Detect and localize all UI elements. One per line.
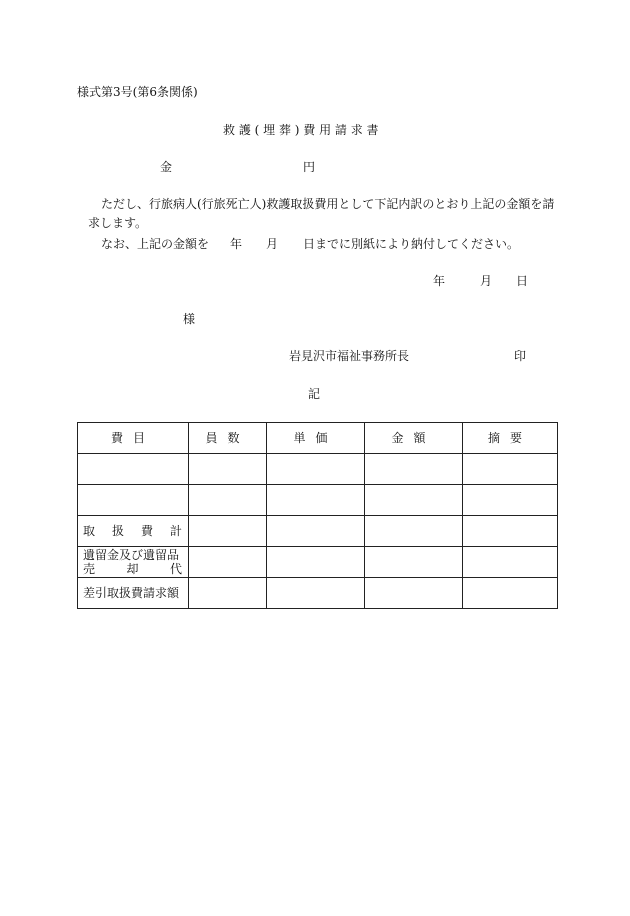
label-sale-proceeds-line1: 遺留金及び遺留品 (83, 548, 180, 562)
header-item: 費目 (78, 423, 189, 454)
cell-amount[interactable] (365, 516, 463, 547)
body-line-3-year: 年 (230, 237, 243, 251)
label-handling-total: 取 扱 費 計 (78, 516, 189, 547)
cell-quantity[interactable] (189, 516, 267, 547)
cell-remarks[interactable] (463, 547, 558, 578)
seal-mark: 印 (514, 349, 527, 363)
document-title: 救 護 ( 埋 葬 ) 費 用 請 求 書 (223, 123, 379, 137)
sender-name: 岩見沢市福祉事務所長 (289, 349, 410, 363)
header-remarks: 摘要 (463, 423, 558, 454)
cell-unit-price[interactable] (267, 454, 365, 485)
cell-amount[interactable] (365, 454, 463, 485)
body-line-2: 求します。 (88, 216, 148, 230)
label-sale-proceeds (78, 547, 189, 578)
amount-unit: 円 (303, 160, 316, 174)
body-line-3-month: 月 (266, 237, 279, 251)
date-month: 月 (480, 274, 493, 288)
header-unit-price: 単価 (267, 423, 365, 454)
cell-unit-price[interactable] (267, 547, 365, 578)
table-row-handling-total (78, 516, 558, 547)
label-sale-proceeds-line2: 売 却 代 (83, 562, 182, 576)
cell-quantity[interactable] (189, 485, 267, 516)
body-line-1: ただし、行旅病人(行旅死亡人)救護取扱費用として下記内訳のとおり上記の金額を請 (101, 197, 555, 211)
cell-item[interactable] (78, 485, 189, 516)
form-number: 様式第3号(第6条関係) (77, 85, 198, 99)
label-net-claim: 差引取扱費請求額 (78, 578, 189, 609)
cell-remarks[interactable] (463, 516, 558, 547)
expense-table (77, 422, 558, 609)
cell-item[interactable] (78, 454, 189, 485)
cell-remarks[interactable] (463, 485, 558, 516)
body-line-3-end: 日までに別紙により納付してください。 (303, 237, 520, 251)
cell-remarks[interactable] (463, 454, 558, 485)
cell-unit-price[interactable] (267, 578, 365, 609)
header-amount: 金額 (365, 423, 463, 454)
cell-unit-price[interactable] (267, 516, 365, 547)
table-header-row (78, 423, 558, 454)
table-row (78, 485, 558, 516)
amount-prefix: 金 (160, 160, 173, 174)
ki-heading: 記 (308, 387, 321, 401)
date-year: 年 (433, 274, 446, 288)
cell-quantity[interactable] (189, 547, 267, 578)
table-row (78, 454, 558, 485)
addressee-suffix: 様 (183, 312, 196, 326)
header-quantity: 員数 (189, 423, 267, 454)
table-row-sale-proceeds (78, 547, 558, 578)
cell-quantity[interactable] (189, 454, 267, 485)
cell-unit-price[interactable] (267, 485, 365, 516)
cell-remarks[interactable] (463, 578, 558, 609)
table-row-net-claim (78, 578, 558, 609)
body-line-3-start: なお、上記の金額を (101, 237, 210, 251)
cell-amount[interactable] (365, 485, 463, 516)
cell-amount[interactable] (365, 578, 463, 609)
date-day: 日 (516, 274, 529, 288)
cell-amount[interactable] (365, 547, 463, 578)
cell-quantity[interactable] (189, 578, 267, 609)
